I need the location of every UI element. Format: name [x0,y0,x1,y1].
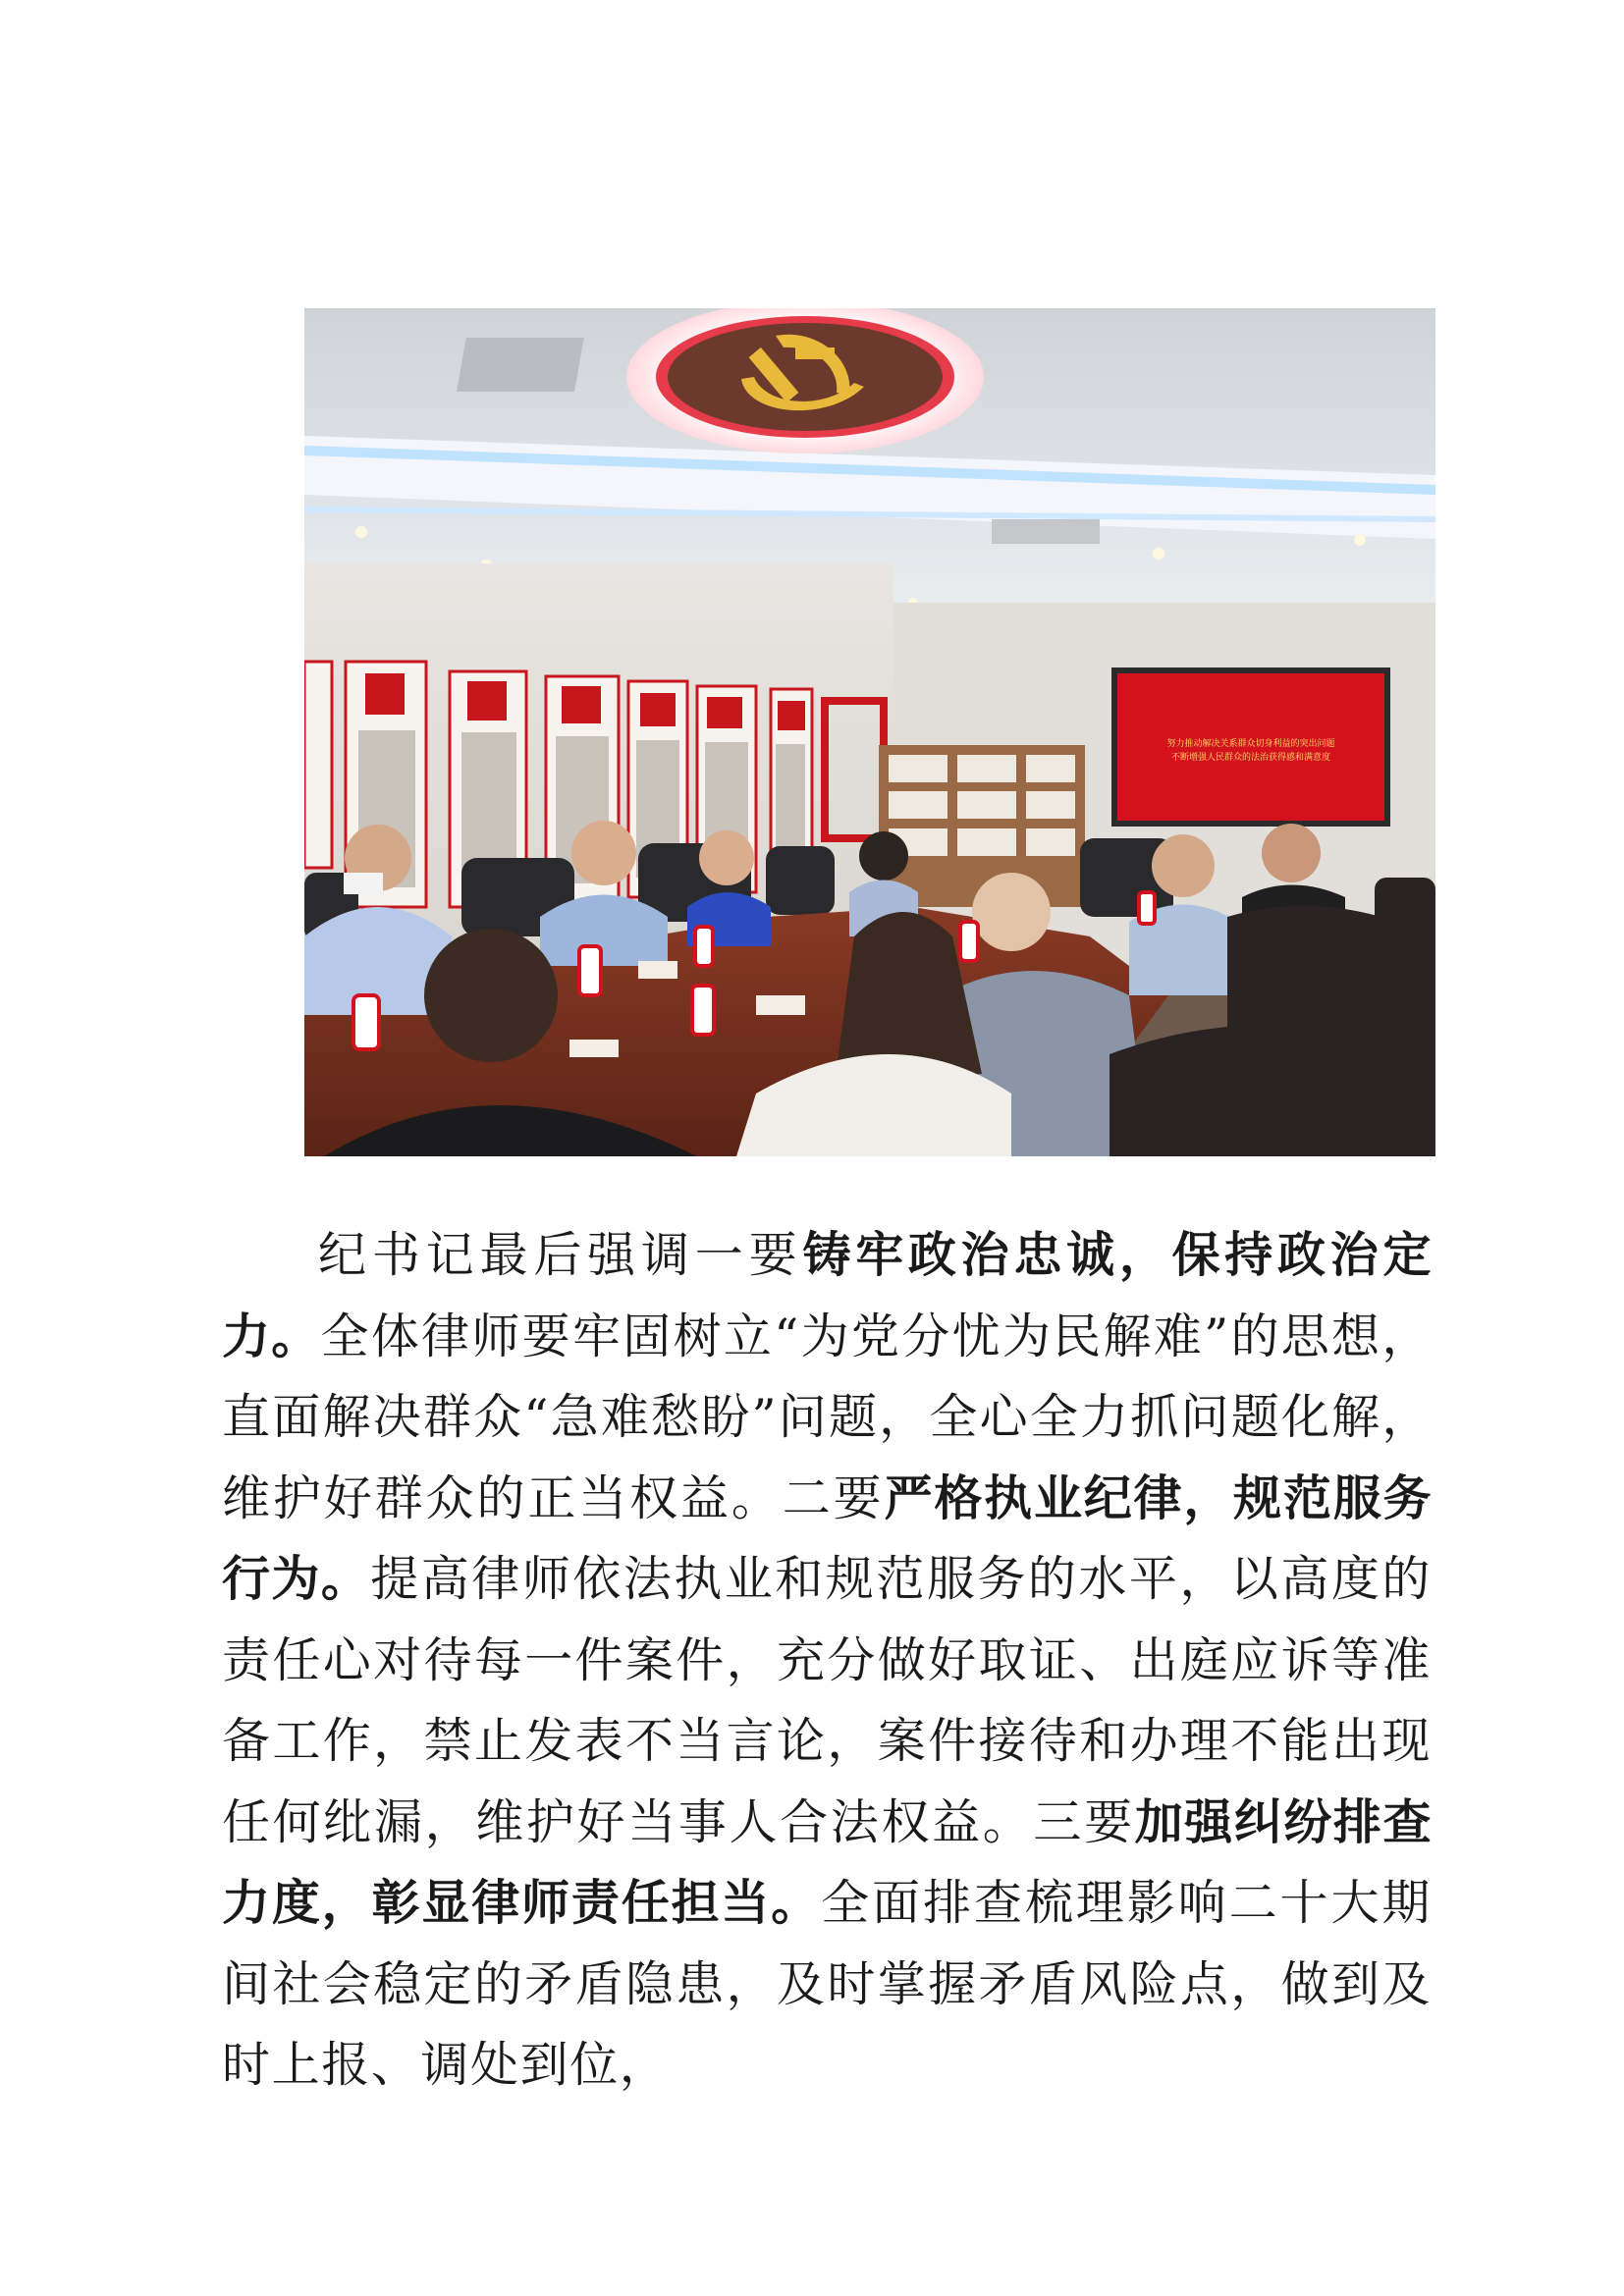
body-paragraph [222,1215,1432,2107]
sentence-3-emphasis: 加强纠纷排查力度，彰显律师责任担当。 [222,1793,1432,1931]
meeting-room-illustration [304,308,1435,1156]
paragraph-text [222,1215,1432,2107]
sentence-3-plain: 提高律师依法执业和规范服务的水平，以高度的责任心对待每一件案件，充分做好取证、出庭应诉等准备工作，禁止发表不当言论，案件接待和办理不能出现任何纰漏，维护好当事人合法权益。三要 [222,1551,1432,1850]
screen-line-1: 努力推动解决关系群众切身利益的突出问题 [1166,739,1335,749]
screen-line-2: 不断增强人民群众的法治获得感和满意度 [1170,753,1331,763]
sentence-2-plain: 全体律师要牢固树立“为党分忧为民解难”的思想，直面解决群众“急难愁盼”问题，全心全力抓问题化解，维护好群众的正当权益。二要 [222,1308,1432,1526]
sentence-2-emphasis: 严格执业纪律，规范服务行为。 [222,1469,1432,1607]
sentence-1-emphasis: 铸牢政治忠诚，保持政治定力。 [222,1227,1432,1364]
bookshelf [879,745,1085,907]
sentence-1-plain: 纪书记最后强调一要 [318,1227,803,1283]
sentence-4-plain: 全面排查梳理影响二十大期间社会稳定的矛盾隐患，及时掌握矛盾风险点，做到及时上报、调处到位， [222,1875,1432,2093]
projection-screen [1111,667,1390,827]
meeting-photo [304,308,1435,1156]
